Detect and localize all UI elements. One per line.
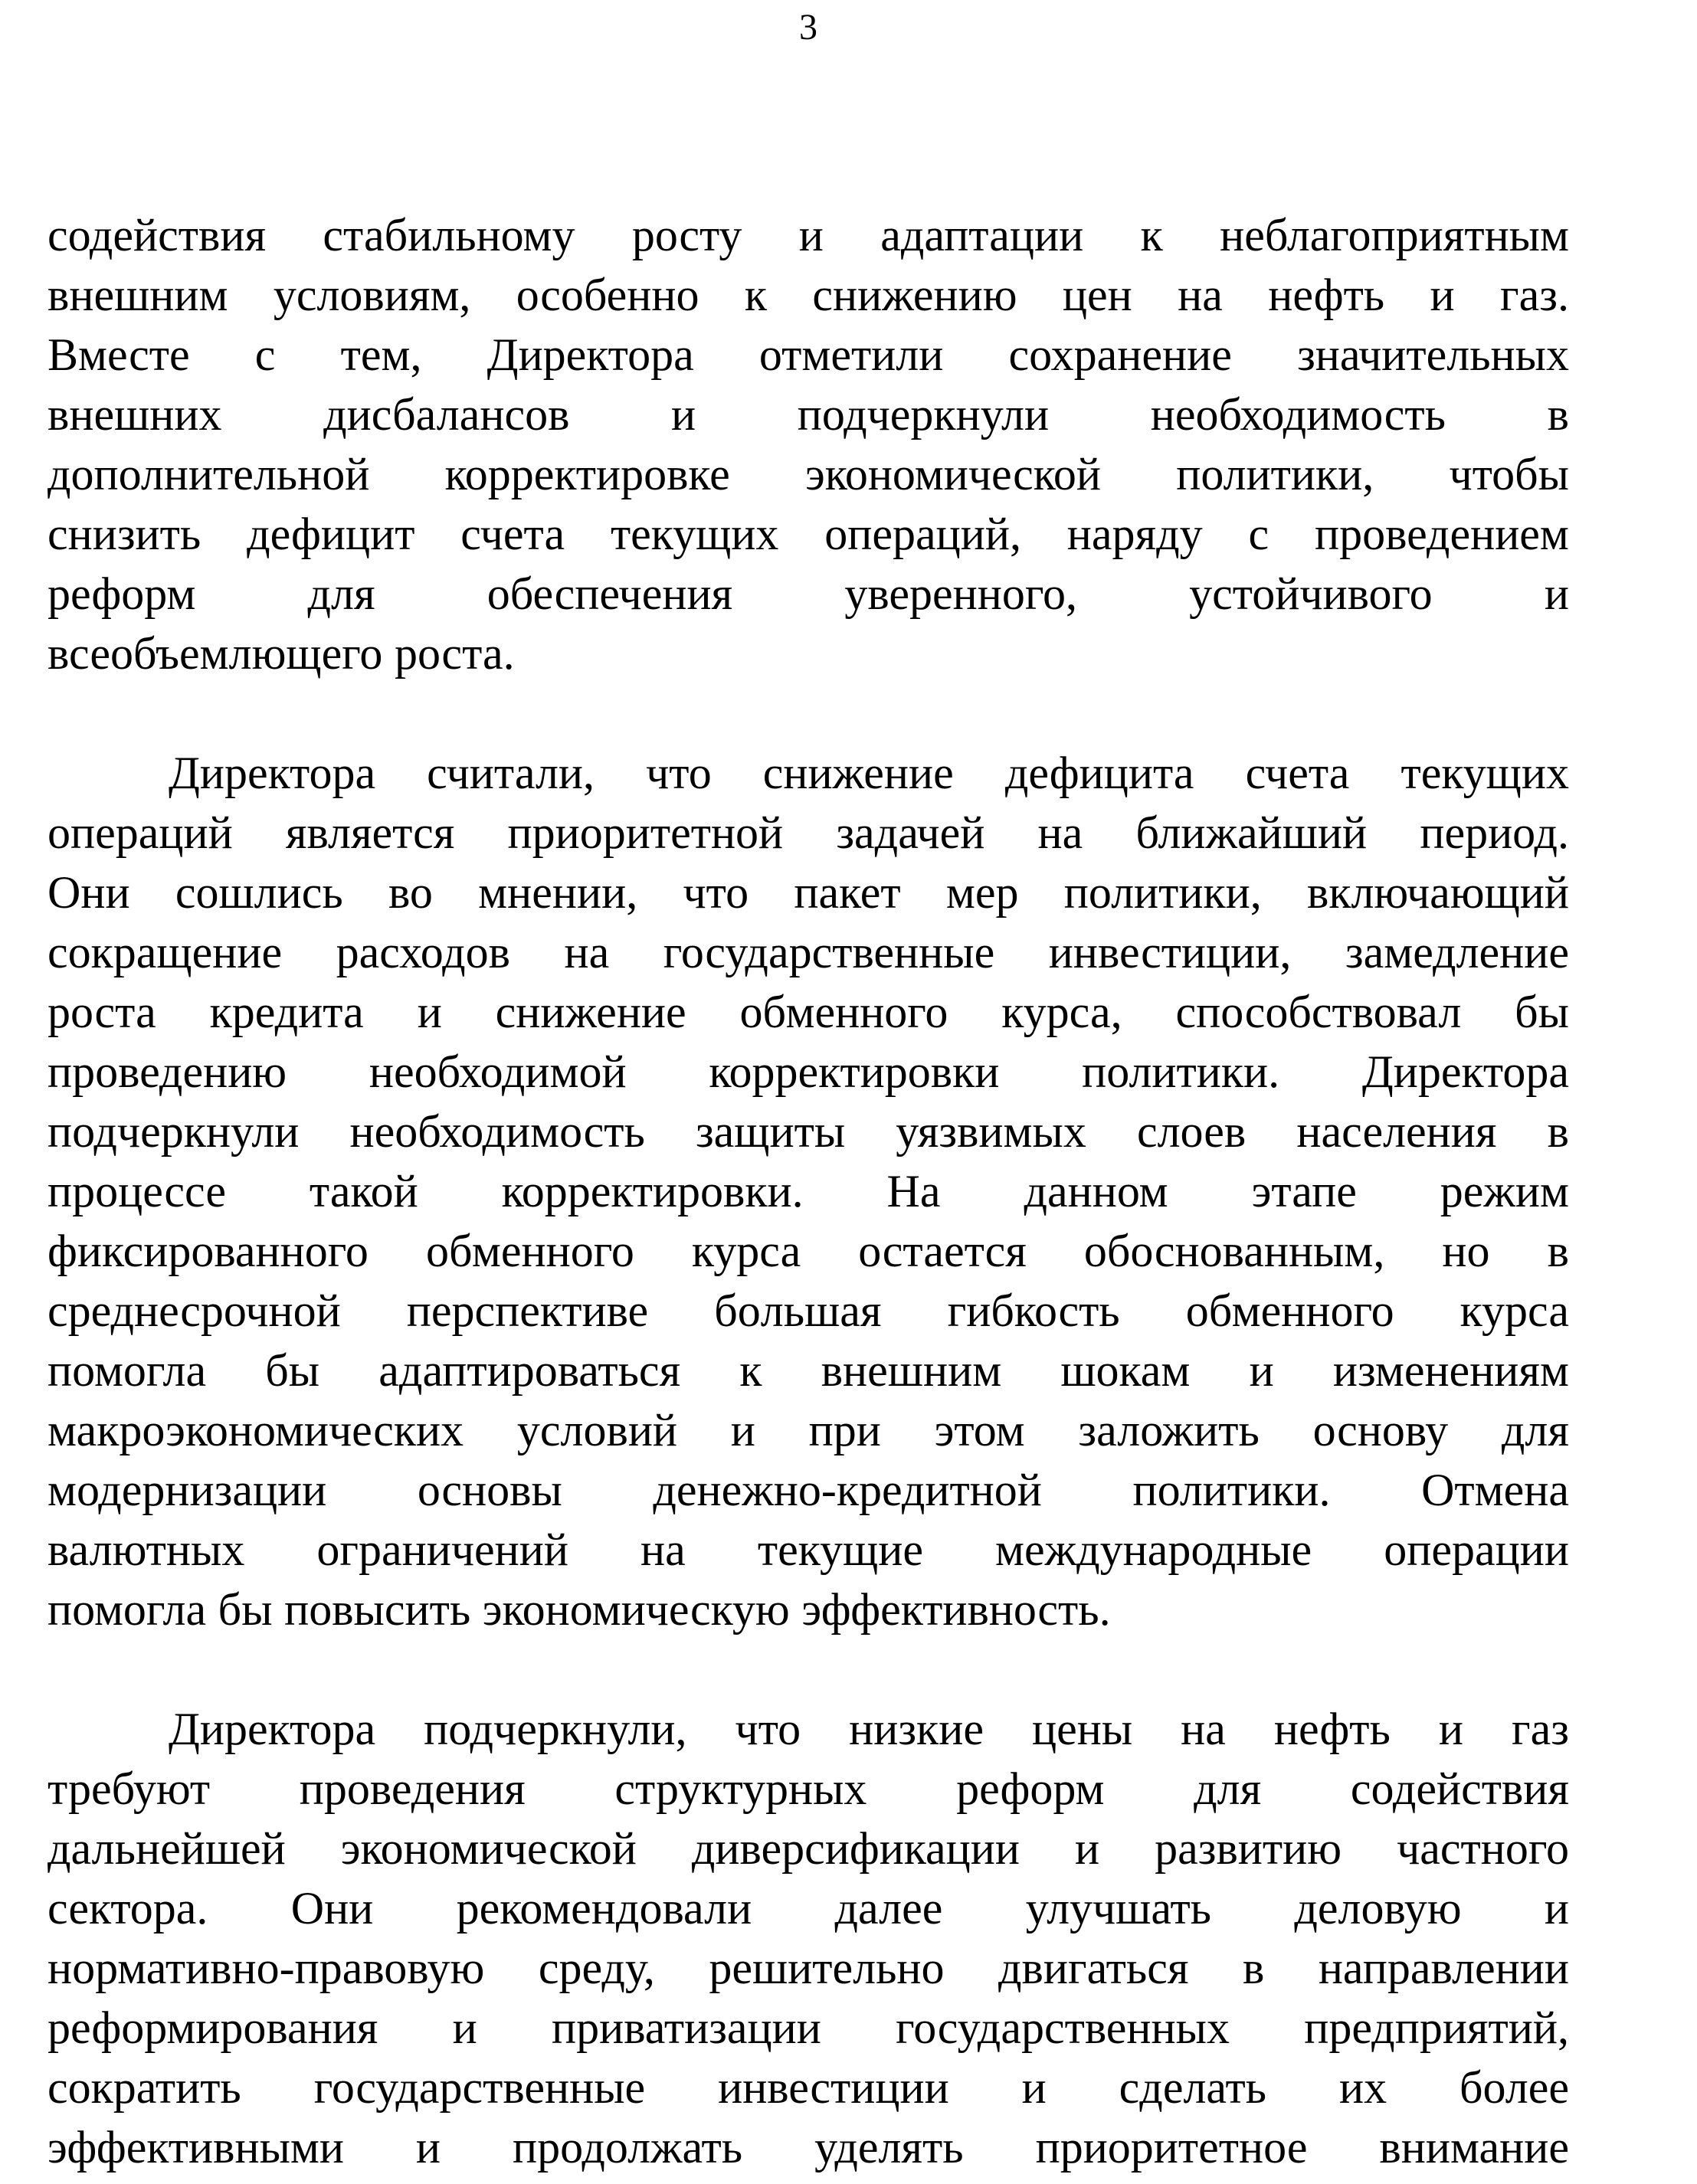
text-line: фиксированного обменного курса остается обоснованным, но в <box>48 1226 1569 1276</box>
text-line: внешних дисбалансов и подчеркнули необходимость в <box>48 389 1569 440</box>
text-line: реформирования и приватизации государственных предприятий, <box>48 2002 1569 2053</box>
text-line: требуют проведения структурных реформ для содействия <box>48 1763 1569 1814</box>
text-line: Вместе с тем, Директора отметили сохранение значительных <box>48 329 1569 380</box>
document-body <box>48 205 1569 2177</box>
text-line: всеобъемлющего роста. <box>48 628 515 679</box>
paragraph <box>48 1699 1569 2177</box>
page-number: 3 <box>799 7 817 47</box>
text-line: макроэкономических условий и при этом заложить основу для <box>48 1405 1569 1455</box>
text-line: проведению необходимой корректировки политики. Директора <box>48 1046 1569 1097</box>
text-line: модернизации основы денежно-кредитной политики. Отмена <box>48 1465 1569 1515</box>
text-line: среднесрочной перспективе бoльшая гибкость обменного курса <box>48 1285 1569 1336</box>
paragraph <box>48 743 1569 1639</box>
text-line: валютных ограничений на текущие международные операции <box>48 1524 1569 1575</box>
text-line: эффективными и продолжать уделять приоритетное внимание <box>48 2122 1569 2173</box>
text-line: процессе такой корректировки. На данном этапе режим <box>48 1166 1569 1216</box>
text-line: дальнейшей экономической диверсификации и развитию частного <box>48 1823 1569 1874</box>
text-line: внешним условиям, особенно к снижению цен на нефть и газ. <box>48 270 1569 320</box>
text-line: Они сошлись во мнении, что пакет мер политики, включающий <box>48 867 1569 918</box>
text-line: сократить государственные инвестиции и сделать их более <box>48 2062 1569 2113</box>
text-line: операций является приоритетной задачей на ближайший период. <box>48 807 1569 858</box>
paragraph <box>48 205 1569 683</box>
text-line: подчеркнули необходимость защиты уязвимых слоев населения в <box>48 1106 1569 1157</box>
text-line: дополнительной корректировке экономической политики, чтобы <box>48 449 1569 499</box>
text-line: содействия стабильному росту и адаптации к неблагоприятным <box>48 210 1569 260</box>
text-line: сектора. Они рекомендовали далее улучшать деловую и <box>48 1883 1569 1934</box>
text-line: Директора подчеркнули, что низкие цены на нефть и газ <box>169 1704 1569 1754</box>
text-line: роста кредита и снижение обменного курса, способствовал бы <box>48 987 1569 1037</box>
text-line: помогла бы адаптироваться к внешним шокам и изменениям <box>48 1345 1569 1396</box>
text-line: реформ для обеспечения уверенного, устойчивого и <box>48 568 1569 619</box>
text-line: сокращение расходов на государственные инвестиции, замедление <box>48 927 1569 977</box>
text-line: нормативно-правовую среду, решительно двигаться в направлении <box>48 1943 1569 1993</box>
text-line: помогла бы повысить экономическую эффективность. <box>48 1584 1111 1635</box>
text-line: снизить дефицит счета текущих операций, наряду с проведением <box>48 509 1569 559</box>
text-line: Директора считали, что снижение дефицита счета текущих <box>169 748 1569 798</box>
